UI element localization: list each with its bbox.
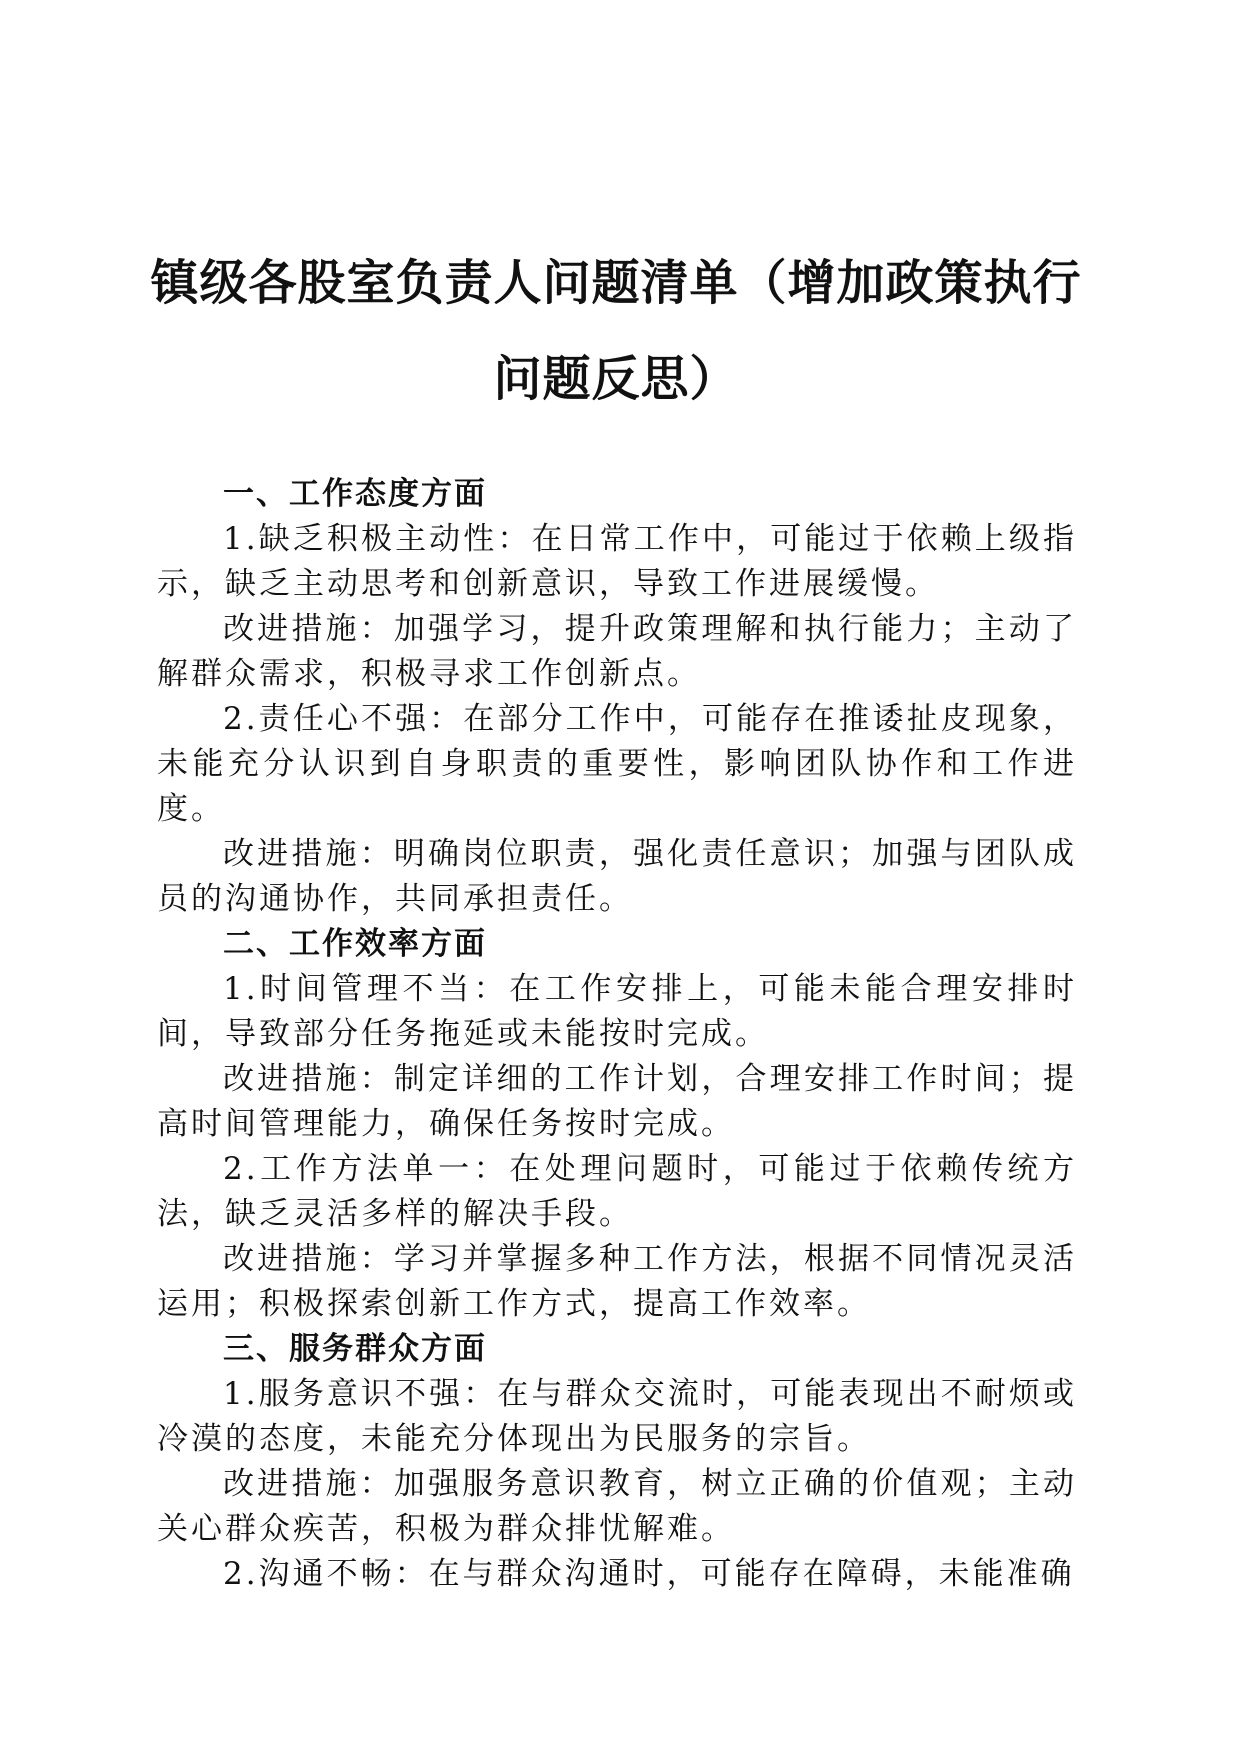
section-heading: 三、服务群众方面: [223, 1331, 487, 1367]
paragraph: 改进措施：明确岗位职责，强化责任意识；加强与团队成员的沟通协作，共同承担责任。: [157, 836, 1077, 917]
paragraph: 改进措施：加强服务意识教育，树立正确的价值观；主动关心群众疾苦，积极为群众排忧解难。: [157, 1466, 1077, 1547]
paragraph: 1.时间管理不当：在工作安排上，可能未能合理安排时间，导致部分任务拖延或未能按时完成。: [157, 971, 1077, 1052]
paragraph: 改进措施：学习并掌握多种工作方法，根据不同情况灵活运用；积极探索创新工作方式，提高工作效率。: [157, 1241, 1077, 1322]
paragraph: 改进措施：制定详细的工作计划，合理安排工作时间；提高时间管理能力，确保任务按时完成。: [157, 1061, 1077, 1142]
paragraph: 改进措施：加强学习，提升政策理解和执行能力；主动了解群众需求，积极寻求工作创新点。: [157, 611, 1077, 692]
page-title: 镇级各股室负责人问题清单（增加政策执行问题反思）: [150, 255, 1082, 407]
paragraph: 1.服务意识不强：在与群众交流时，可能表现出不耐烦或冷漠的态度，未能充分体现出为民服务的宗旨。: [157, 1376, 1077, 1457]
paragraph: 2.沟通不畅：在与群众沟通时，可能存在障碍，未能准确: [223, 1556, 1075, 1592]
section-heading: 一、工作态度方面: [223, 476, 487, 512]
paragraph: 2.责任心不强：在部分工作中，可能存在推诿扯皮现象，未能充分认识到自身职责的重要性，影响团队协作和工作进度。: [157, 701, 1077, 827]
document-body: [157, 472, 1077, 1597]
paragraph: 2.工作方法单一：在处理问题时，可能过于依赖传统方法，缺乏灵活多样的解决手段。: [157, 1151, 1077, 1232]
paragraph: 1.缺乏积极主动性：在日常工作中，可能过于依赖上级指示，缺乏主动思考和创新意识，导致工作进展缓慢。: [157, 521, 1077, 602]
section-heading: 二、工作效率方面: [223, 926, 487, 962]
